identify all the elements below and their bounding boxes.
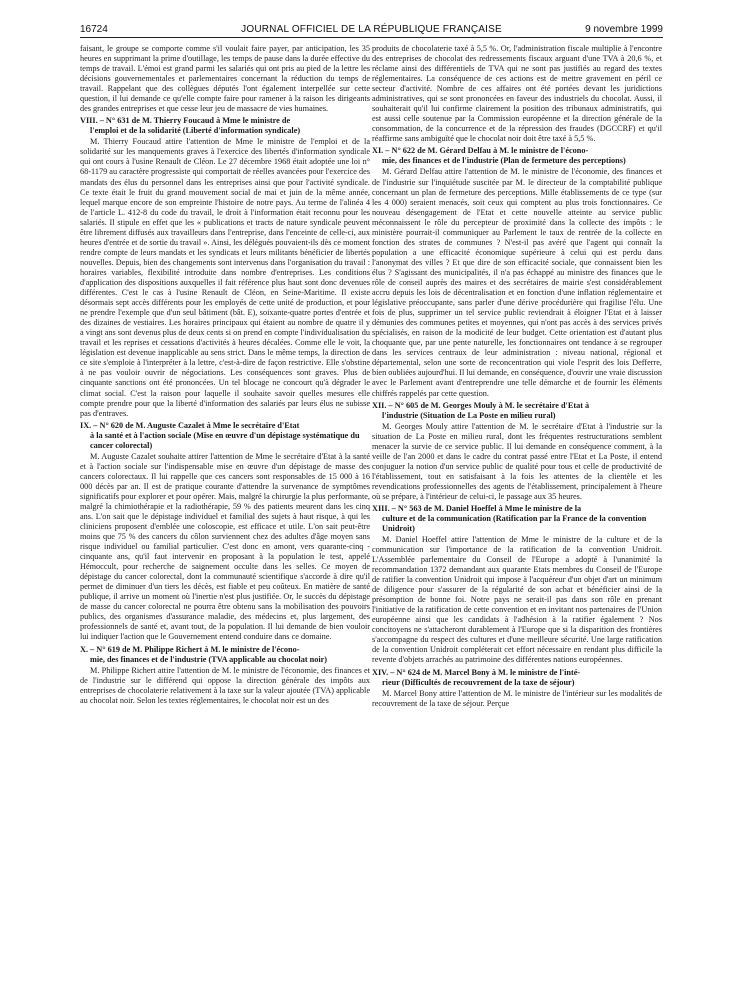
question-heading [372,668,662,688]
question-body: M. Auguste Cazalet souhaite attirer l'attention de Mme le secrétaire d'Etat à la santé et à l'action sociale sur l'indispensable mise en œuvre d'un dépistage de masse des cancers colorectaux. Il lui rappelle que ces cancers sont responsables de 15 000 à 16 000 décès par an. Il est de pratique courante d'attendre la survenance de symptômes significatifs pour explorer et pour opérer. Mais, malgré la chirurgie la plus performante, malgré la chimiothérapie et la radiothérapie, 59 % des patients meurent dans les cinq ans. L'on sait que le dépistage individuel et familial des sujets à haut risque, à qui les cliniciens proposent d'emblée une coloscopie, est efficace et utile. L'on sait peut-être moins que 75 % des cancers du côlon surviennent chez des adultes d'âge moyen sans risque individuel ou familial particulier. C'est donc en amont, vers quarante-cinq - cinquante ans, qu'il faut intervenir en proposant à la population le test, appelé Hémoccult, pour recherche de saignement occulte dans les selles. Ce moyen de dépistage du cancer colorectal, dont la communauté scientifique s'accorde à dire qu'il permet de diminuer d'un tiers les décès, est fiable et peu coûteux. En matière de santé publique, il arrive un moment où l'inertie n'est plus justifiée. Or, le succès du dépistage de masse du cancer colorectal ne pourra être obtenu sans la mobilisation des pouvoirs publics, des organismes d'assurance maladie, des médecins et, plus largement, des professionnels de santé et, avant tout, de la population. Il lui demande de bien vouloir lui indiquer l'action que le Gouvernement entend conduire dans ce domaine. [80,451,370,642]
question-heading-subject: mie, des finances et de l'industrie (TVA applicable au chocolat noir) [90,654,328,664]
page-header [80,21,663,38]
question-body: M. Philippe Richert attire l'attention de M. le ministre de l'économie, des finances et de l'industrie sur le différend qui oppose la direction générale des impôts aux entreprises de chocolaterie relativement à la taxe sur la valeur ajoutée (TVA) applicable au chocolat noir. Selon les textes réglementaires, le chocolat noir est un des [80,665,370,705]
page-number: 16724 [80,24,108,35]
question-body: M. Marcel Bony attire l'attention de M. le ministre de l'intérieur sur les modalités de recouvrement de la taxe de séjour. Perçue [372,688,662,708]
question-heading-subject: culture et de la communication (Ratification par la France de la convention Unidroit) [382,513,647,533]
question-body: M. Daniel Hoeffel attire l'attention de Mme le ministre de la culture et de la communication sur l'importance de la ratification de la convention Unidroit. L'Assemblée parlementaire du Conseil de l'Europe a adopté à l'unanimité la recommandation 1372 demandant aux quarante Etats membres du Conseil de l'Europe de ratifier la convention Unidroit qui impose à l'acquéreur d'un objet d'art un minimum de diligence pour s'assurer de la régularité de son achat et bénéficier ainsi de la présomption de bonne foi. Notre pays ne serait-il pas dans son rôle en prenant l'initiative de la ratification de cette convention et en invitant nos partenaires de l'Union européenne ainsi que les candidats à l'adhésion à la ratifier également ? Nos concitoyens ne s'attacheront durablement à l'Europe que si la disparition des frontières s'accompagne du respect des cultures et d'une meilleure sécurité. Une large ratification de la convention Unidroit compléterait cet effort nécessaire en rendant plus difficile la revente d'objets arrachés au patrimoine des différentes nations européennes. [372,534,662,665]
question-heading-subject: l'industrie (Situation de La Poste en milieu rural) [382,410,556,420]
question-body: M. Thierry Foucaud attire l'attention de Mme le ministre de l'emploi et de la solidarité sur les manquements graves à l'exercice des libertés d'information syndicale qui ont cours à l'usine Renault de Cléon. Le 27 décembre 1968 était adoptée une loi n° 68-1179 au caractère progressiste qui comportait de réelles avancées pour l'exercice des mandats des élus du personnel dans les entreprises ainsi que pour l'activité syndicale. Ce texte était le fruit du grand mouvement social de mai et juin de la même année, lequel marque encore de son empreinte l'histoire de notre pays. Au terme de l'alinéa 4 de l'article L. 412-8 du code du travail, le droit à l'information était reconnu pour les salariés. Il stipule en effet que les « publications et tracts de nature syndicale peuvent être librement diffusés aux travailleurs dans l'entreprise, dans l'enceinte de celle-ci, aux heures d'entrée et de sortie du travail ». Ainsi, les délégués pouvaient-ils dès ce moment rendre compte de leurs mandats et les syndicats et leurs militants bénéficier de libertés nouvelles. Depuis, bien des changements sont intervenus dans l'organisation du travail : horaires variables, flexibilité introduite dans nombre d'entreprises. Les conditions d'application des dispositions auxquelles il fait référence plus haut sont donc devenues différentes. C'est le cas à l'usine Renault de Cléon, en Seine-Maritime. Il existe désormais sept accès différents pour les employés de cette unité de production, et pour ne prendre l'exemple que d'un seul bâtiment (bât. E), soixante-quatre portes d'entrée et des dizaines de vestiaires. Les horaires principaux qui étaient au nombre de quatre il y a vingt ans sont devenus plus de deux cents si on prend en compte l'individualisation du travail et les reprises et cessations d'activités à heures décalées. Comme elle le voit, la législation est devenue inapplicable au sens strict. Dans le même temps, la direction de ce site s'emploie à l'interpréter à la lettre, c'est-à-dire de façon restrictive. Elle s'obstine à ne pas vouloir ouvrir de négociations. Les conséquences sont graves. Plus de cinquante sanctions ont été prononcées. Un tel blocage ne concourt qu'à dégrader le climat social. C'est la raison pour laquelle il souhaite savoir quelles mesures elle compte prendre pour que la liberté d'information des salariés par leurs élus ne subisse pas d'entraves. [80,137,370,418]
question-heading [80,116,370,136]
question-heading [372,146,662,166]
continued-paragraph: produits de chocolaterie taxé à 5,5 %. Or, l'administration fiscale multiplie à l'encontre des entreprises de chocolat des redressements fiscaux arguant d'une TVA à 20,6 %, et réclame ainsi des différentiels de TVA qui ne sont pas justifiés au regard des textes réglementaires. La conséquence de ces actions est de mettre gravement en péril ce secteur d'activité. Nombre de ces affaires ont été portées devant les juridictions administratives, qui se sont prononcées en faveur des industriels du chocolat. Aussi, il souhaiterait qu'il lui confirme clairement la position des tribunaux administratifs, qui est aussi celle soutenue par la Commission européenne et la direction générale de la consommation, de la concurrence et de la répression des fraudes (DGCCRF) et qu'il réaffirme sans ambiguïté que le chocolat noir doit être taxé à 5,5 %. [372,44,662,144]
question-heading [80,645,370,665]
question-heading [80,421,370,451]
question-heading-line: X. – N° 619 de M. Philippe Richert à M. le ministre de l'écono- [80,644,300,654]
question-body: M. Georges Mouly attire l'attention de M. le secrétaire d'Etat à l'industrie sur la situation de La Poste en milieu rural, dont les fréquentes restructurations semblent menacer la survie de ce service public. Il lui demande en conséquence comment, à la veille de l'an 2000 et dans le cadre du contrat passé entre l'Etat et La Poste, il entend conjuguer la notion d'un service public de qualité pour tous et celle de productivité de l'établissement, tout en satisfaisant à la fois les attentes de la clientèle et les revendications professionnelles des agents de l'établissement, principalement à l'heure où se prépare, à l'intérieur de celui-ci, le passage aux 35 heures. [372,421,662,501]
question-heading-subject: mie, des finances et de l'industrie (Plan de fermeture des perceptions) [382,156,626,166]
question-heading [372,401,662,421]
journal-title: JOURNAL OFFICIEL DE LA RÉPUBLIQUE FRANÇAISE [241,24,502,35]
question-heading-subject: rieur (Difficultés de recouvrement de la taxe de séjour) [382,677,575,687]
issue-date: 9 novembre 1999 [585,24,663,35]
right-column [372,44,662,984]
question-heading-line: XIII. – N° 563 de M. Daniel Hoeffel à Mme le ministre de la [372,503,582,513]
question-heading-subject: l'emploi et de la solidarité (Liberté d'information syndicale) [90,126,301,136]
question-heading-subject: à la santé et à l'action sociale (Mise en œuvre d'un dépistage systématique du cancer colorectal) [90,430,360,450]
continued-paragraph: faisant, le groupe se comporte comme s'il voulait faire payer, par anticipation, les 35 heures en supprimant la prime d'outillage, les temps de pause dans la durée effective du temps de travail. L'émoi est grand parmi les salariés qui ont pris au pied de la lettre les décisions gouvernementales et parlementaires concernant la réduction du temps de travail. Rappelant que des collègues députés l'ont également interpellée sur cette question, il lui demande ce qu'elle compte faire pour ramener à la raison les dirigeants des grandes entreprises et que cesse leur jeu de massacre de vies humaines. [80,44,370,114]
question-heading-line: IX. – N° 620 de M. Auguste Cazalet à Mme le secrétaire d'Etat [80,420,300,430]
question-heading-line: XIV. – N° 624 de M. Marcel Bony à M. le ministre de l'inté- [372,667,581,677]
question-heading-line: XI. – N° 622 de M. Gérard Delfau à M. le ministre de l'écono- [372,146,589,156]
question-heading-line: XII. – N° 605 de M. Georges Mouly à M. le secrétaire d'Etat à [372,400,590,410]
left-column [80,44,370,984]
question-heading-line: VIII. – N° 631 de M. Thierry Foucaud à Mme le ministre de [80,116,291,126]
question-body: M. Gérard Delfau attire l'attention de M. le ministre de l'économie, des finances et de l'industrie sur l'inquiétude suscitée par M. le directeur de la comptabilité publique concernant un plan de fermeture des perceptions. Mille établissements de ce type (sur les 4 000) seraient menacés, soit ceux qui comptent au plus trois fonctionnaires. Ce nouveau désengagement de l'Etat et cette nouvelle atteinte au service public méconnaissent le rôle du percepteur de proximité dans la collecte des impôts : le ministère pourrait-il communiquer au Parlement le taux de rentrée de la collecte en fonction des strates de communes ? N'est-il pas avéré que l'agent qui connaît la population a une efficacité économique supérieure à celui qui est perdu dans l'anonymat des villes ? Et que dire de son efficacité sociale, que connaissent bien les élus ? S'agissant des municipalités, il n'a pas échappé au ministre des finances que le rôle de conseil auprès des maires et des secrétaires de mairie s'est considérablement accru depuis les lois de décentralisation et en fonction d'une inflation réglementaire et législative préoccupante, sans parler d'une dérive procédurière qui fragilise l'élu. Une fois de plus, supprimer un tel service public reviendrait à éloigner l'Etat et à laisser démunies des communes petites et moyennes, qui n'ont pas accès à des services privés spécialisés, en raison de la modicité de leur budget. Cette orientation est d'autant plus choquante que, par une pente naturelle, les fonctionnaires ont tendance à se regrouper dans les services centraux de leur administration : niveau national, régional et départemental, selon une sorte de reconcentration qui viole l'esprit des lois Defferre, bien oubliées aujourd'hui. Il lui demande, en conséquence, d'ouvrir une vraie discussion avec le Parlement avant d'entreprendre une telle démarche et de fournir les éléments chiffrés rappelés par cette question. [372,167,662,398]
question-heading [372,504,662,534]
